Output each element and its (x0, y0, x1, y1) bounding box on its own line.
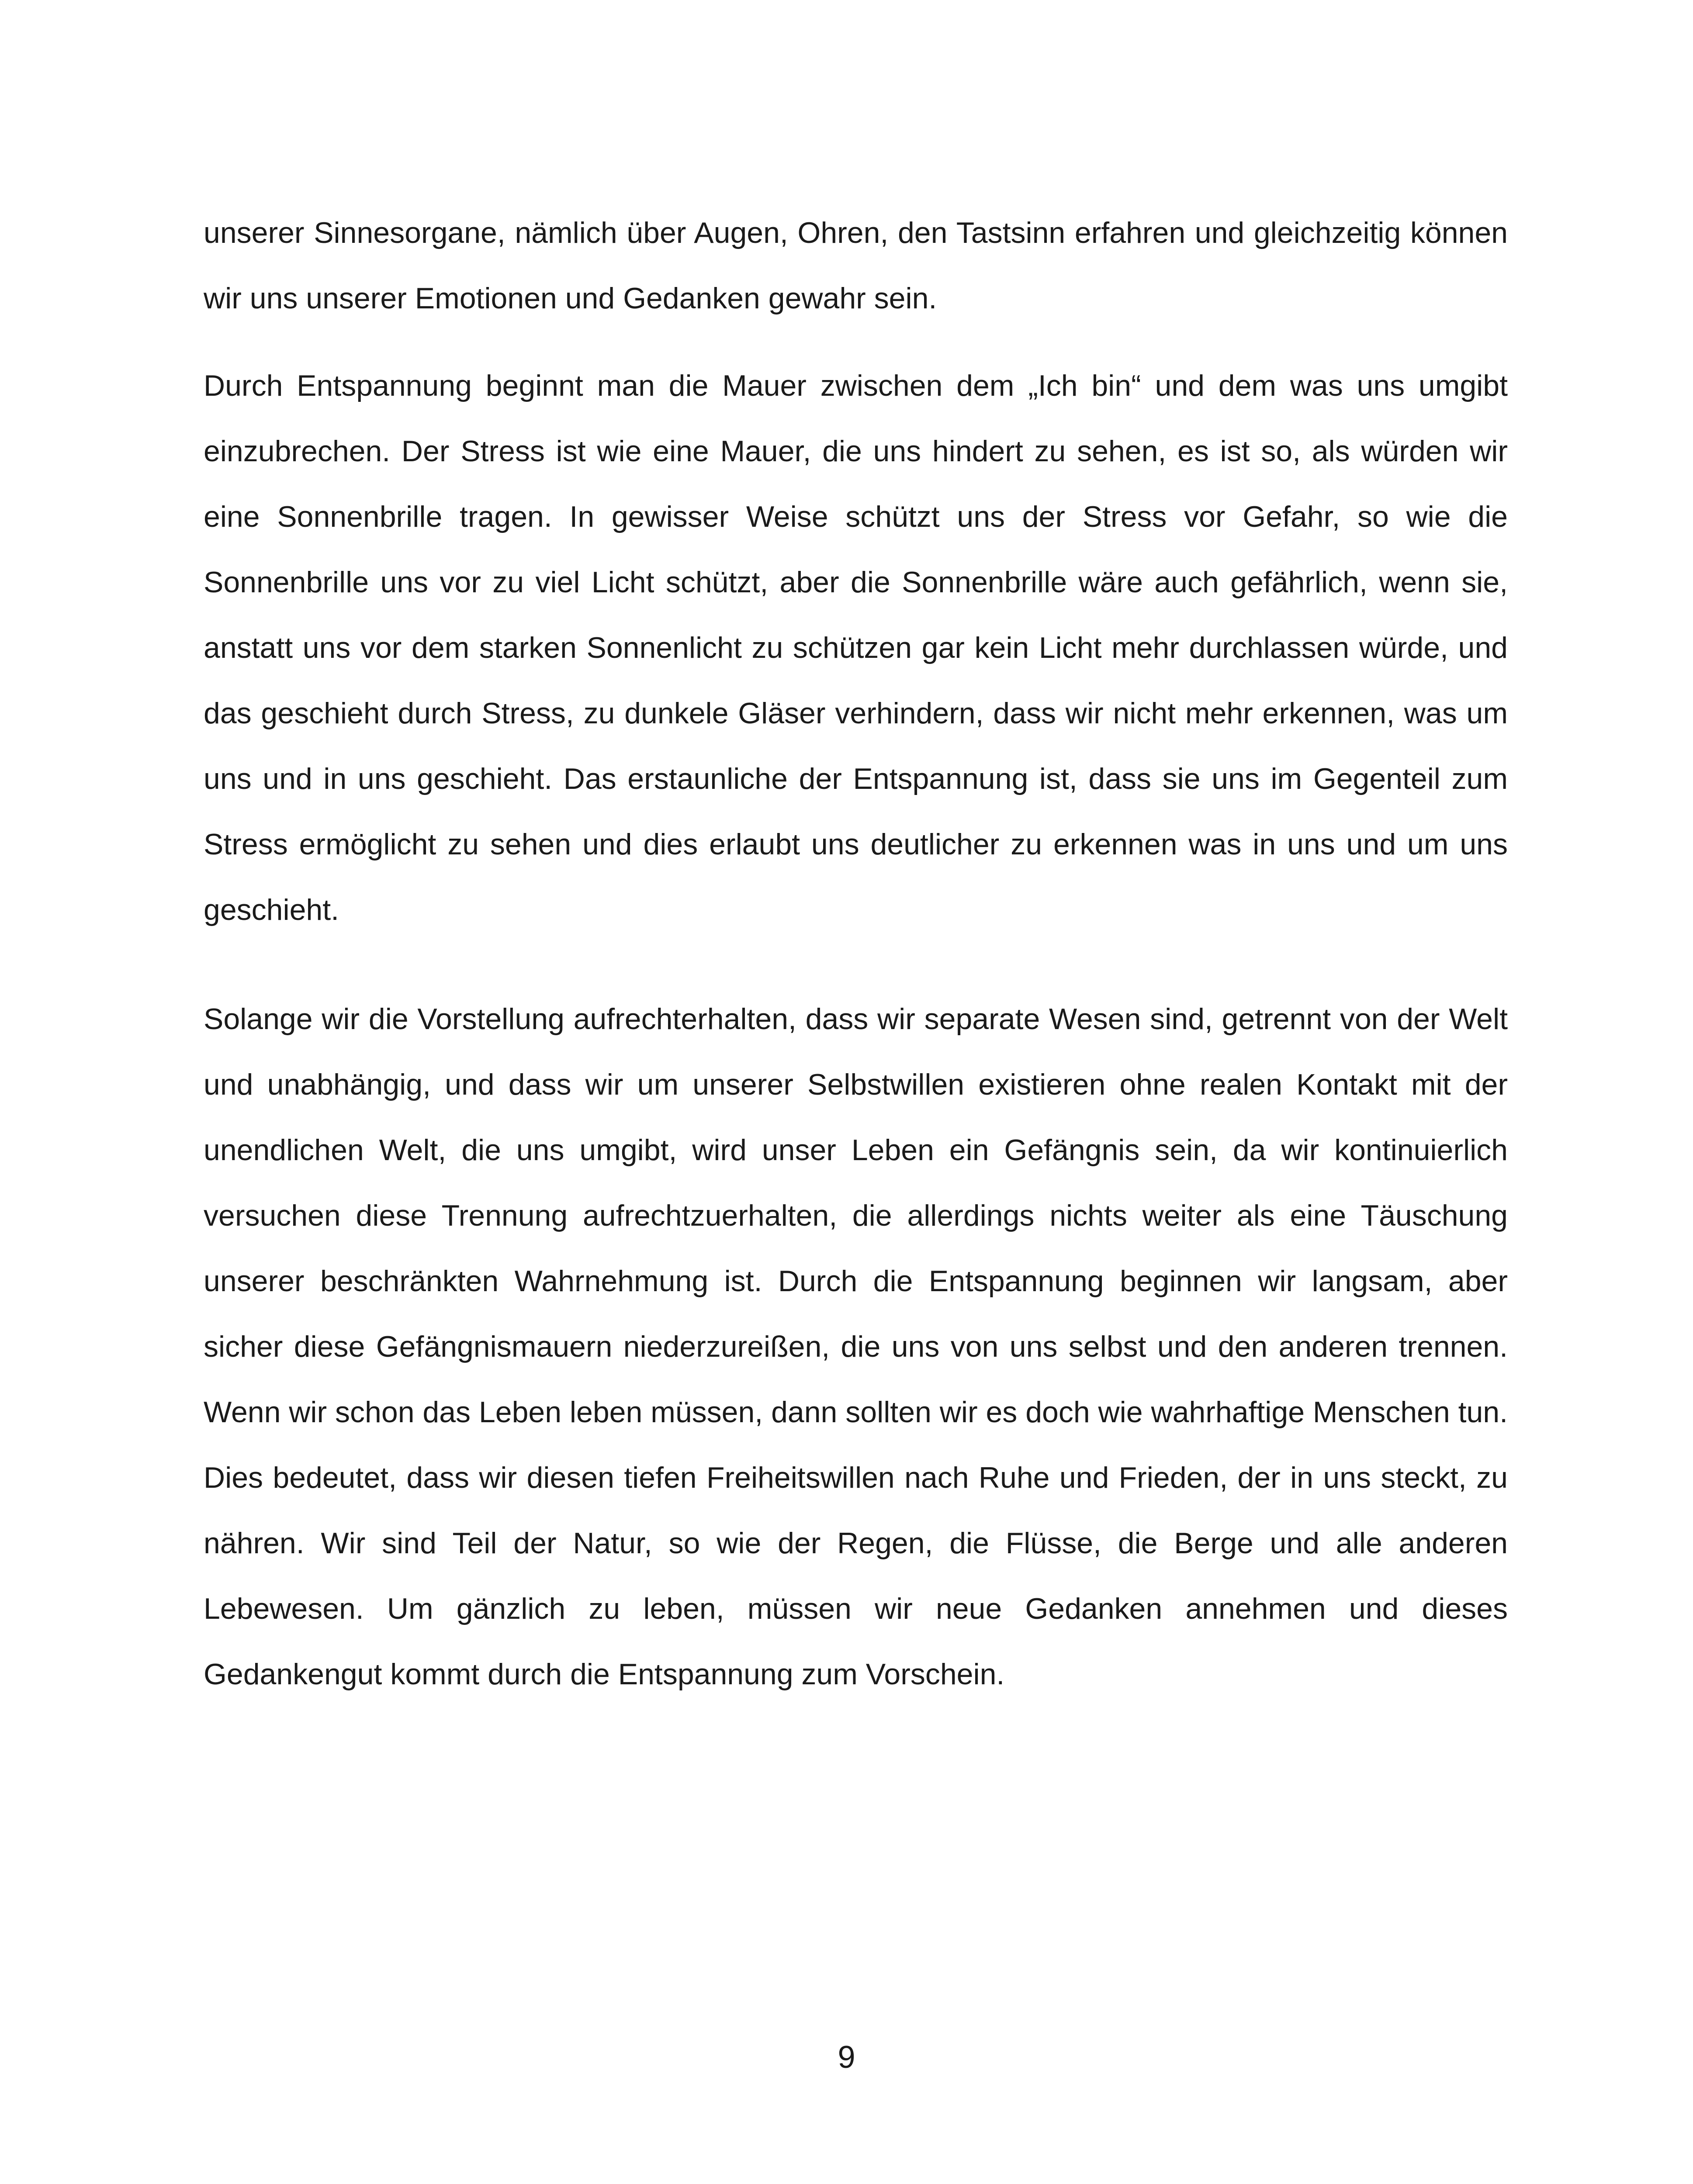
paragraph-text: Solange wir die Vorstellung aufrechterhalten, dass wir separate Wesen sind, getrennt von der Welt und unabhängig, und dass wir um unserer Selbstwillen existieren ohne realen Kontakt mit der unendlichen Welt, die uns umgibt, wird unser Leben ein Gefängnis sein, da wir kontinuierlich versuchen diese Trennung aufrechtzuerhalten, die allerdings nichts weiter als eine Täuschung unserer beschränkten Wahrnehmung ist. Durch die Entspannung beginnen wir langsam, aber sicher diese Gefängnismauern niederzureißen, die uns von uns selbst und den anderen trennen. Wenn wir schon das Leben leben müssen, dann sollten wir es doch wie wahrhaftige Menschen tun. Dies bedeutet, dass wir diesen tiefen Freiheitswillen nach Ruhe und Frieden, der in uns steckt, zu nähren. Wir sind Teil der Natur, so wie der Regen, die Flüsse, die Berge und alle anderen Lebewesen. Um gänzlich zu leben, müssen wir neue Gedanken annehmen und dieses Gedankengut kommt durch die Entspannung zum Vorschein. (204, 1002, 1508, 1691)
paragraph-text: Durch Entspannung beginnt man die Mauer zwischen dem „Ich bin“ und dem was uns umgibt einzubrechen. Der Stress ist wie eine Mauer, die uns hindert zu sehen, es ist so, als würden wir eine Sonnenbrille tragen. In gewisser Weise schützt uns der Stress vor Gefahr, so wie die Sonnenbrille uns vor zu viel Licht schützt, aber die Sonnenbrille wäre auch gefährlich, wenn sie, anstatt uns vor dem starken Sonnenlicht zu schützen gar kein Licht mehr durchlassen würde, und das geschieht durch Stress, zu dunkele Gläser verhindern, dass wir nicht mehr erkennen, was um uns und in uns geschieht. Das erstaunliche der Entspannung ist, dass sie uns im Gegenteil zum Stress ermöglicht zu sehen und dies erlaubt uns deutlicher zu erkennen was in uns und um uns geschieht. (204, 369, 1508, 926)
paragraph-1 (204, 200, 1508, 331)
paragraph-2 (204, 353, 1508, 943)
paragraph-text: unserer Sinnesorgane, nämlich über Augen, Ohren, den Tastsinn erfahren und gleichzeitig können wir uns unserer Emotionen und Gedanken gewahr sein. (204, 216, 1508, 315)
page-number: 9 (838, 2040, 855, 2075)
paragraph-3 (204, 986, 1508, 1707)
